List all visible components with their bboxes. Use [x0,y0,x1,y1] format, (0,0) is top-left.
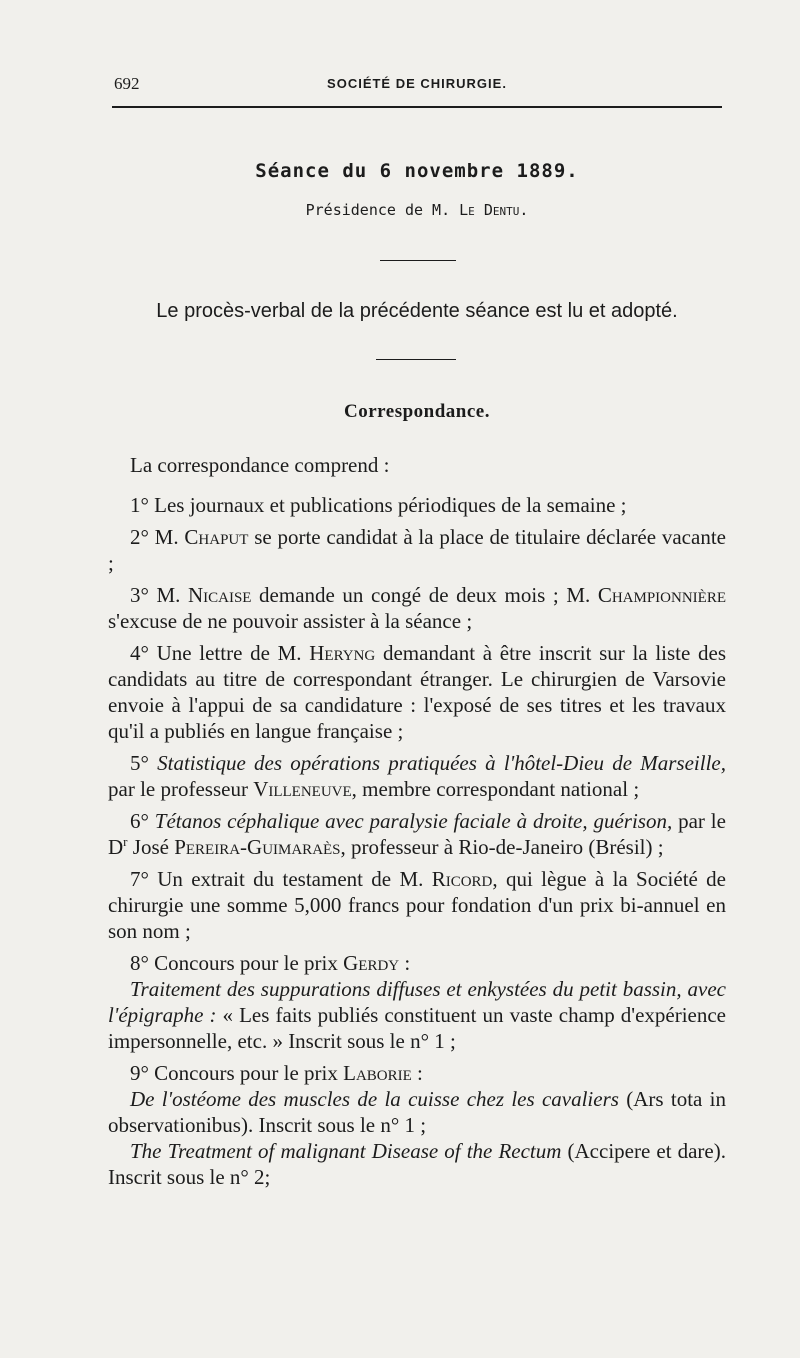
presidence-line [112,201,722,219]
list-subitem: Traitement des suppurations diffuses et enkystées du petit bassin, avec l'épigraphe : « Les faits publiés constituent un vaste champ d'expérience impersonnelle, etc. » Inscrit sous le n° 1 ; [108,977,726,1053]
list-subitem: The Treatment of malignant Disease of the Rectum (Accipere et dare). Inscrit sous le n° 2; [108,1139,726,1189]
person-name: Nicaise [187,583,252,607]
list-item: 3° M. Nicaise demande un congé de deux mois ; M. Championnière s'excuse de ne pouvoir assister à la séance ; [108,583,726,633]
person-name: Chaput [184,525,249,549]
proces-verbal: Le procès-verbal de la précédente séance est lu et adopté. [156,300,678,322]
person-name: Ricord [431,867,493,891]
person-name: Championnière [597,583,726,607]
list-item: 1° Les journaux et publications périodiques de la semaine ; [130,493,627,517]
running-title: SOCIÉTÉ DE CHIRURGIE. [327,76,507,91]
list-item: 7° Un extrait du testament de M. Ricord, qui lègue à la Société de chirurgie une somme 5,000 francs pour fondation d'un prix bi-annuel en son nom ; [108,867,727,943]
person-name: Pereira-Guimaraès [174,835,341,859]
correspondance-intro: La correspondance comprend : [130,453,390,477]
list-item: 9° Concours pour le prix Laborie : [130,1061,423,1085]
work-title: Traitement des suppurations diffuses et enkystées du petit bassin, avec l'épigraphe : [108,977,726,1027]
work-title: De l'ostéome des muscles de la cuisse chez les cavaliers [130,1087,619,1111]
divider-rule [380,260,456,261]
work-title: Statistique des opérations pratiquées à l'hôtel-Dieu de Marseille, [157,751,726,775]
list-item: 6° Tétanos céphalique avec paralysie faciale à droite, guérison, par le $D^r$ José Pereira-Guimaraès, professeur à Rio-de-Janeiro (Brésil) ; [108,809,726,859]
session-title: Séance du 6 novembre 1889. [255,160,579,182]
running-header [112,74,722,98]
person-name: Villeneuve [253,777,352,801]
person-name: Heryng [309,641,376,665]
presidence-name: Le Dentu. [459,201,529,219]
page-number: 692 [114,74,140,93]
header-rule [112,106,722,108]
section-heading: Correspondance. [344,401,490,422]
person-name: Laborie [343,1061,412,1085]
divider-rule [376,359,456,360]
list-item: 2° M. Chaput se porte candidat à la place de titulaire déclarée vacante ; [108,525,726,575]
list-item: 8° Concours pour le prix Gerdy : [130,951,411,975]
list-subitem: De l'ostéome des muscles de la cuisse chez les cavaliers (Ars tota in observationibus). Inscrit sous le n° 1 ; [108,1087,726,1137]
list-item: 4° Une lettre de M. Heryng demandant à être inscrit sur la liste des candidats au titre de correspondant étranger. Le chirurgien de Varsovie envoie à l'appui de sa candidature : l'exposé de ses titres et les travaux qu'il a publiés en langue française ; [108,641,727,743]
work-title: The Treatment of malignant Disease of the Rectum [130,1139,562,1163]
presidence-prefix: Présidence de M. [305,201,460,219]
work-title: Tétanos céphalique avec paralysie faciale à droite, guérison, [154,809,673,833]
correspondance-body [108,452,726,1196]
person-name: Gerdy [343,951,400,975]
list-item: 5° Statistique des opérations pratiquées à l'hôtel-Dieu de Marseille, par le professeur Villeneuve, membre correspondant national ; [108,751,726,801]
